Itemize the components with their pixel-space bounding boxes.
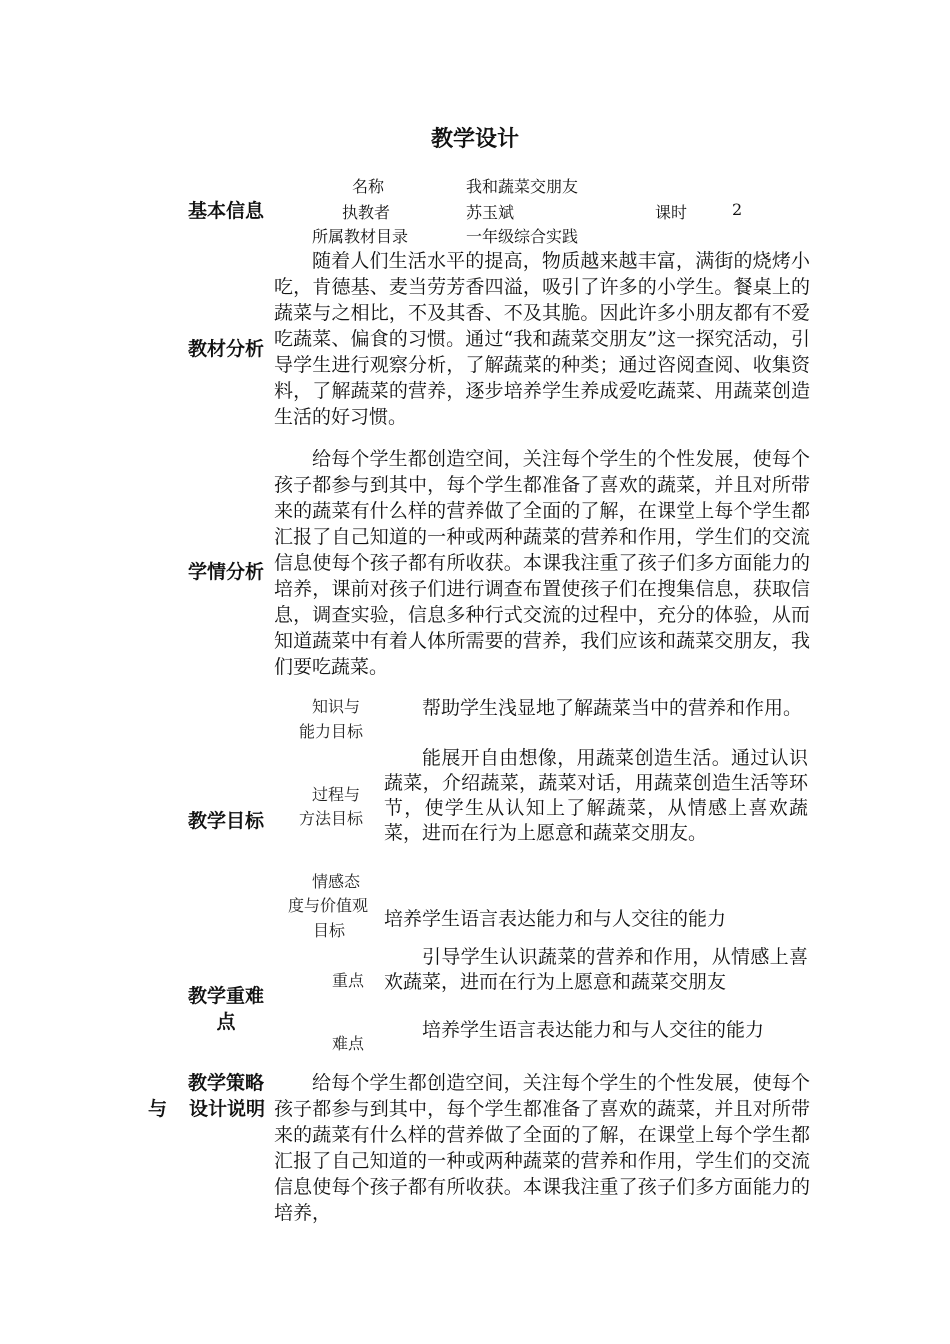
section-heading-key-points-line2: 点 [216, 1011, 236, 1033]
goal-process-text: 能展开自由想像，用蔬菜创造生活。通过认识蔬菜，介绍蔬菜，蔬菜对话，用蔬菜创造生活等环节，使学生从认知上了解蔬菜，从情感上喜欢蔬菜，进而在行为上愿意和蔬菜交朋友。 [384, 747, 808, 844]
goal-label-knowledge-line2: 能力目标 [298, 722, 363, 741]
goal-label-process-line2: 方法目标 [298, 809, 363, 828]
goal-knowledge-text: 帮助学生浅显地了解蔬菜当中的营养和作用。 [422, 697, 803, 719]
page-title: 教学设计 [430, 127, 519, 152]
section-heading-material-analysis: 教材分析 [187, 338, 264, 360]
difficult-point-label: 难点 [331, 1034, 364, 1053]
goal-label-process-line1: 过程与 [311, 785, 360, 804]
section-heading-basic-info: 基本信息 [187, 200, 264, 222]
difficult-point-text: 培养学生语言表达能力和与人交往的能力 [422, 1019, 765, 1041]
goal-label-emotion-line3: 目标 [312, 921, 345, 940]
hours-label: 课时 [655, 203, 688, 222]
goal-label-knowledge-line1: 知识与 [311, 697, 360, 716]
section-heading-teaching-goals: 教学目标 [187, 810, 264, 832]
student-analysis-text: 给每个学生都创造空间，关注每个学生的个性发展，使每个孩子都参与到其中，每个学生都准备了喜欢的蔬菜，并且对所带来的蔬菜有什么样的营养做了全面的了解，在课堂上每个学生都汇报了自己知道的一种或两种蔬菜的营养和作用，学生们的交流信息使每个孩子都有所收获。本课我注重了孩子们多方面能力的培养，课前对孩子们进行调查布置使孩子们在搜集信息，获取信息，调查实验，信息多种行式交流的过程中，充分的体验，从而知道蔬菜中有着人体所需要的营养，我们应该和蔬菜交朋友，我们要吃蔬菜。 [274, 448, 810, 678]
section-heading-student-analysis: 学情分析 [187, 561, 264, 583]
section-heading-strategy-line2: 设计说明 [188, 1098, 265, 1120]
strategy-text: 给每个学生都创造空间，关注每个学生的个性发展，使每个孩子都参与到其中，每个学生都准备了喜欢的蔬菜，并且对所带来的蔬菜有什么样的营养做了全面的了解，在课堂上每个学生都汇报了自己知道的一种或两种蔬菜的营养和作用，学生们的交流信息使每个孩子都有所收获。本课我注重了孩子们多方面能力的培养， [274, 1072, 810, 1224]
goal-emotion-text: 培养学生语言表达能力和与人交往的能力 [384, 908, 727, 930]
name-label: 名称 [352, 177, 385, 196]
goal-label-emotion-line2: 度与价值观 [287, 896, 368, 915]
section-heading-key-points-line1: 教学重难 [187, 985, 264, 1007]
key-point-label: 重点 [331, 971, 364, 990]
name-value: 我和蔬菜交朋友 [466, 177, 579, 196]
teacher-value: 苏玉斌 [466, 203, 515, 222]
section-heading-strategy-and: 与 [148, 1098, 168, 1120]
section-heading-strategy-line1: 教学策略 [187, 1072, 264, 1094]
material-analysis-text: 随着人们生活水平的提高，物质越来越丰富，满街的烧烤小吃，肯德基、麦当劳芳香四溢，吸引了许多的小学生。餐桌上的蔬菜与之相比，不及其香、不及其脆。因此许多小朋友都有不爱吃蔬菜、偏食的习惯。通过“我和蔬菜交朋友”这一探究活动，引导学生进行观察分析，了解蔬菜的种类；通过咨阅查阅、收集资料，了解蔬菜的营养，逐步培养学生养成爱吃蔬菜、用蔬菜创造生活的好习惯。 [274, 250, 810, 428]
goal-label-emotion-line1: 情感态 [311, 872, 360, 891]
hours-value: 2 [732, 200, 743, 219]
teacher-label: 执教者 [342, 203, 391, 222]
catalog-value: 一年级综合实践 [466, 227, 579, 246]
key-point-text: 引导学生认识蔬菜的营养和作用，从情感上喜欢蔬菜，进而在行为上愿意和蔬菜交朋友 [384, 946, 808, 993]
catalog-label: 所属教材目录 [312, 227, 409, 246]
